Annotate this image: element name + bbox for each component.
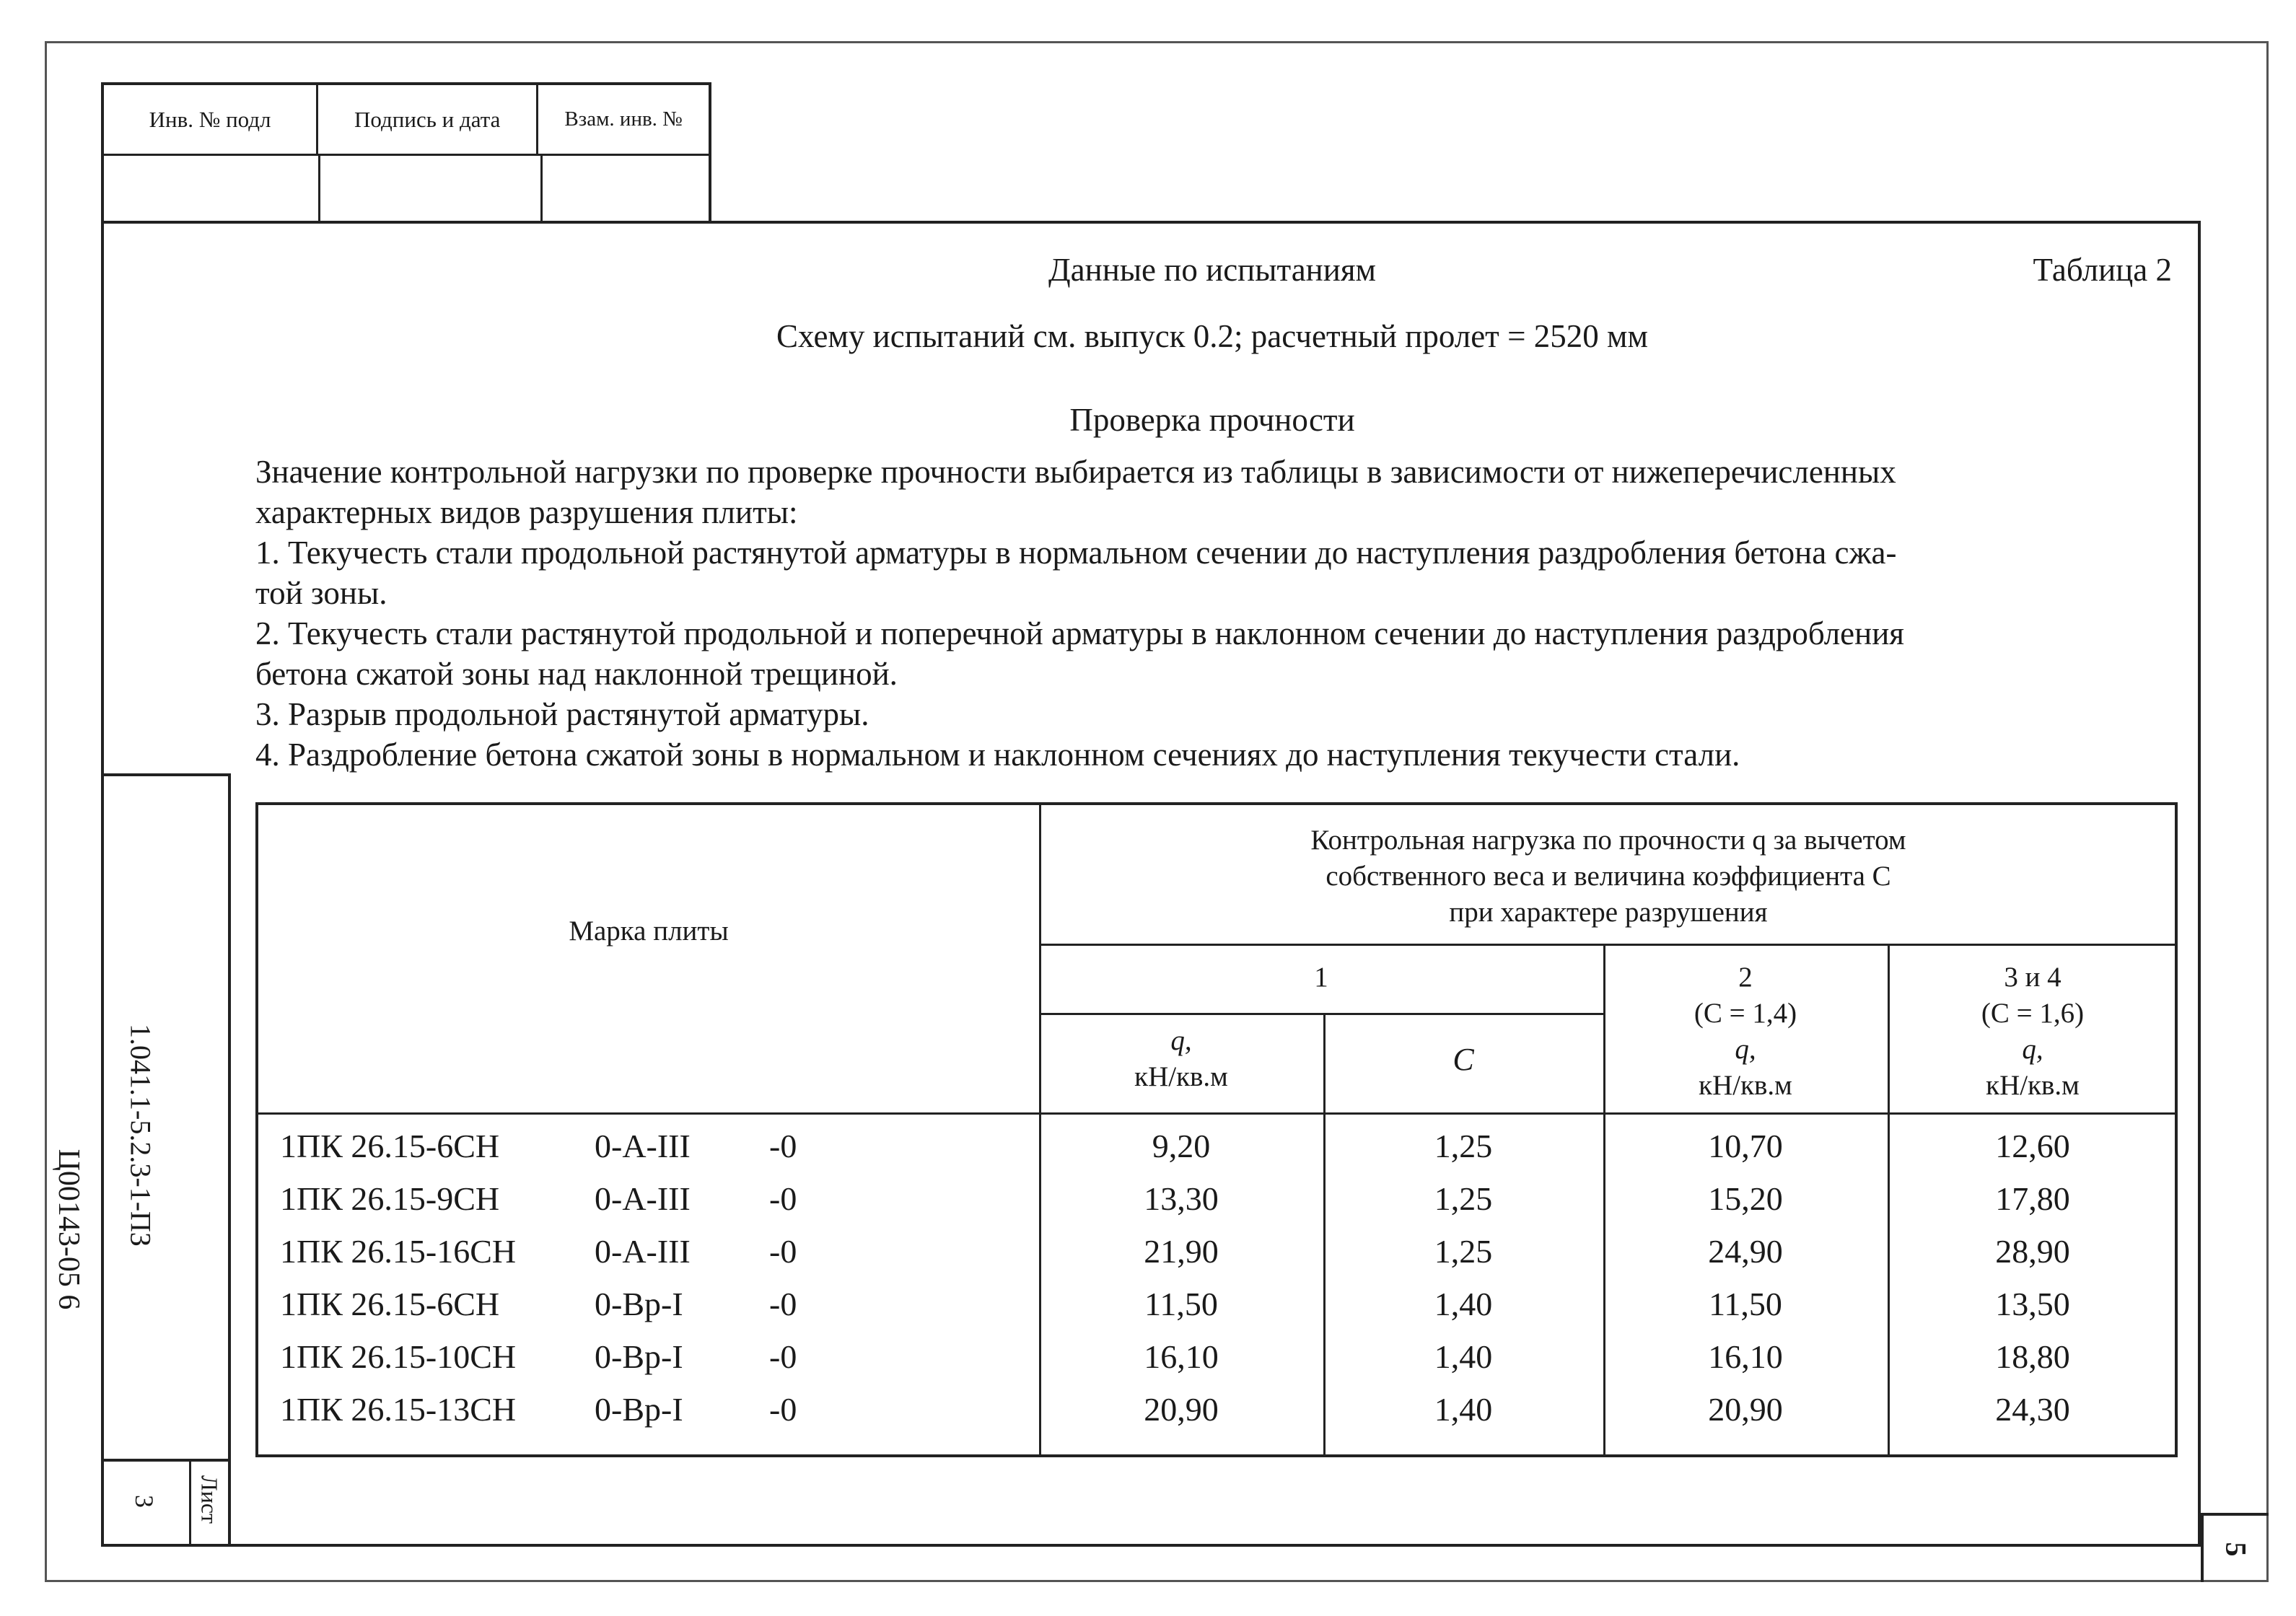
row-suffix: -0 — [769, 1233, 797, 1270]
scheme-note: Схему испытаний см. выпуск 0.2; расчетный пролет = 2520 мм — [776, 318, 1648, 354]
row-name: 1ПК 26.15-13СН — [280, 1391, 517, 1428]
row-name: 1ПК 26.15-16СН — [280, 1233, 517, 1270]
stamp-vzam: Взам. инв. № — [564, 107, 683, 131]
row-suffix: -0 — [769, 1391, 797, 1428]
q-label-2: q, — [1735, 1034, 1756, 1065]
unit-2: кН/кв.м — [1699, 1070, 1792, 1101]
group-header-line-3: при характере разрушения — [1449, 897, 1768, 928]
cell-c: 1,40 — [1434, 1286, 1493, 1322]
body-line-2: характерных видов разрушения плиты: — [255, 494, 798, 530]
cell-c: 1,25 — [1434, 1128, 1493, 1164]
archive-code: Ц00143-05 6 — [52, 1149, 85, 1310]
stamp-inv-podl: Инв. № подл — [104, 85, 318, 154]
row-arm: 0-Вр-I — [595, 1391, 683, 1428]
cell-q2: 10,70 — [1708, 1128, 1783, 1164]
group-header-line-2: собственного веса и величина коэффициента C — [1326, 861, 1891, 892]
row-name: 1ПК 26.15-6СН — [280, 1128, 500, 1164]
left-margin-strip — [101, 773, 231, 1547]
row-suffix: -0 — [769, 1286, 797, 1322]
row-suffix: -0 — [769, 1128, 797, 1164]
cell-q2: 15,20 — [1708, 1180, 1783, 1217]
body-line-8: 4. Раздробление бетона сжатой зоны в нормальном и наклонном сечениях до наступления текучести стали. — [255, 737, 1740, 773]
col-header-mark: Марка плиты — [569, 915, 729, 947]
cell-q1: 20,90 — [1144, 1391, 1219, 1428]
col-header-1: 1 — [1314, 962, 1328, 993]
group-header-line-1: Контрольная нагрузка по прочности q за вычетом — [1310, 825, 1906, 856]
cell-q2: 16,10 — [1708, 1338, 1783, 1375]
body-line-1: Значение контрольной нагрузки по проверке прочности выбирается из таблицы в зависимости от нижеперечисленных — [255, 454, 1896, 490]
cell-c: 1,40 — [1434, 1338, 1493, 1375]
q-label-1: q, — [1170, 1025, 1192, 1056]
row-arm: 0-Вр-I — [595, 1338, 683, 1375]
col-header-34: 3 и 4 — [2004, 962, 2061, 993]
sheet-divider — [189, 1459, 191, 1547]
unit-1: кН/кв.м — [1134, 1061, 1228, 1092]
row-arm: 0-А-III — [595, 1180, 691, 1217]
row-arm: 0-Вр-I — [595, 1286, 683, 1322]
sheet-label: Лист — [196, 1475, 223, 1524]
body-line-5: 2. Текучесть стали растянутой продольной и поперечной арматуры в наклонном сечении до наступления раздробления — [255, 615, 1904, 651]
cell-q34: 12,60 — [1995, 1128, 2070, 1164]
col-header-2-coef: (C = 1,4) — [1693, 998, 1797, 1029]
cell-q1: 9,20 — [1152, 1128, 1211, 1164]
cell-q1: 11,50 — [1144, 1286, 1218, 1322]
cell-q34: 13,50 — [1995, 1286, 2070, 1322]
cell-q1: 13,30 — [1144, 1180, 1219, 1217]
cell-q1: 16,10 — [1144, 1338, 1219, 1375]
unit-34: кН/кв.м — [1986, 1070, 2080, 1101]
table-label: Таблица 2 — [2033, 252, 2172, 288]
page-title: Данные по испытаниям — [1048, 252, 1377, 288]
sheet-number: 3 — [130, 1495, 159, 1508]
c-label: C — [1452, 1042, 1474, 1077]
body-line-4: той зоны. — [255, 575, 387, 611]
approval-stamp — [101, 82, 711, 224]
row-suffix: -0 — [769, 1180, 797, 1217]
cell-q2: 11,50 — [1709, 1286, 1782, 1322]
row-suffix: -0 — [769, 1338, 797, 1375]
cell-q1: 21,90 — [1144, 1233, 1219, 1270]
cell-c: 1,40 — [1434, 1391, 1493, 1428]
cell-q34: 24,30 — [1995, 1391, 2070, 1428]
doc-code: 1.041.1-5.2.3-1-ПЗ — [124, 1024, 157, 1247]
row-name: 1ПК 26.15-10СН — [280, 1338, 517, 1375]
row-name: 1ПК 26.15-9СН — [280, 1180, 500, 1217]
test-data-table — [255, 802, 2178, 1457]
body-line-6: бетона сжатой зоны над наклонной трещиной. — [255, 656, 898, 692]
cell-q34: 28,90 — [1995, 1233, 2070, 1270]
row-name: 1ПК 26.15-6СН — [280, 1286, 500, 1322]
page-number-box — [2201, 1513, 2269, 1582]
cell-q2: 20,90 — [1708, 1391, 1783, 1428]
cell-q2: 24,90 — [1708, 1233, 1783, 1270]
cell-c: 1,25 — [1434, 1180, 1493, 1217]
row-arm: 0-А-III — [595, 1233, 691, 1270]
page-number: 5 — [2220, 1542, 2253, 1556]
cell-c: 1,25 — [1434, 1233, 1493, 1270]
q-label-34: q, — [2022, 1034, 2043, 1065]
col-header-34-coef: (C = 1,6) — [1981, 998, 2085, 1029]
stamp-podpis: Подпись и дата — [318, 85, 538, 154]
cell-q34: 17,80 — [1995, 1180, 2070, 1217]
row-arm: 0-А-III — [595, 1128, 691, 1164]
cell-q34: 18,80 — [1995, 1338, 2070, 1375]
col-header-2: 2 — [1738, 962, 1753, 993]
body-line-7: 3. Разрыв продольной растянутой арматуры. — [255, 696, 869, 732]
body-line-3: 1. Текучесть стали продольной растянутой арматуры в нормальном сечении до наступления раздробления бетона сжа- — [255, 535, 1897, 571]
section-title: Проверка прочности — [1069, 402, 1355, 438]
